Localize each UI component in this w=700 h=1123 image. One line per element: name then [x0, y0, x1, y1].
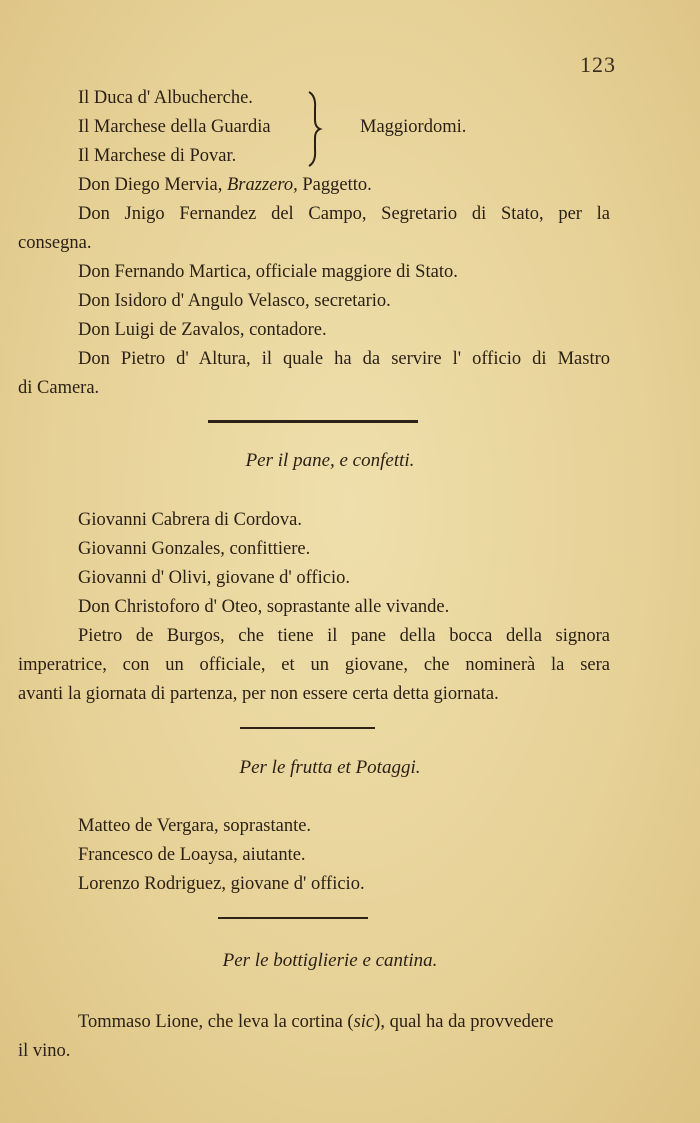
section-divider — [218, 917, 368, 919]
entry-italic-role: Brazzero, — [227, 175, 298, 195]
entry-pietro-burgos-cont: avanti la giornata di partenza, per non essere certa detta giornata. — [18, 684, 499, 704]
page-number: 123 — [580, 52, 616, 77]
maggiordomo-1: Il Duca d' Albucherche. — [78, 88, 253, 108]
entry-francesco-loaysa: Francesco de Loaysa, aiutante. — [78, 845, 306, 865]
entry-fernando-martica: Don Fernando Martica, officiale maggiore di Stato. — [78, 262, 458, 282]
entry-pietro-burgos-cont: imperatrice, con un officiale, et un giovane, che nominerà la sera — [18, 655, 610, 675]
entry-tommaso-lione-cont: il vino. — [18, 1041, 71, 1061]
entry-giovanni-cabrera: Giovanni Cabrera di Cordova. — [78, 510, 302, 530]
maggiordomo-3: Il Marchese di Povar. — [78, 146, 237, 166]
entry-christoforo-oteo: Don Christoforo d' Oteo, soprastante alle vivande. — [78, 597, 450, 617]
entry-giovanni-gonzales: Giovanni Gonzales, confittiere. — [78, 539, 311, 559]
section-heading-pane: Per il pane, e confetti. — [245, 450, 415, 471]
sic-note: sic — [353, 1012, 375, 1032]
maggiordomi-label: Maggiordomi. — [360, 117, 467, 137]
entry-pietro-burgos: Pietro de Burgos, che tiene il pane della bocca della signora — [78, 626, 610, 646]
section-divider — [208, 420, 418, 423]
section-heading-bottiglierie: Per le bottiglierie e cantina. — [222, 950, 438, 971]
entry-text: ), qual ha da provvedere — [374, 1012, 554, 1032]
entry-jnigo-fernandez: Don Jnigo Fernandez del Campo, Segretario di Stato, per la — [78, 204, 610, 224]
entry-text: Paggetto. — [297, 175, 372, 195]
curly-brace-icon — [305, 90, 325, 168]
entry-giovanni-olivi: Giovanni d' Olivi, giovane d' officio. — [78, 568, 350, 588]
entry-text: Don Diego Mervia, — [78, 175, 227, 195]
entry-jnigo-fernandez-cont: consegna. — [18, 233, 92, 253]
entry-lorenzo-rodriguez: Lorenzo Rodriguez, giovane d' officio. — [78, 874, 365, 894]
entry-pietro-altura: Don Pietro d' Altura, il quale ha da servire l' officio di Mastro — [78, 349, 610, 369]
section-divider — [240, 727, 375, 729]
section-heading-frutta: Per le frutta et Potaggi. — [239, 757, 421, 778]
entry-luigi-zavalos: Don Luigi de Zavalos, contadore. — [78, 320, 327, 340]
entry-diego-mervia — [78, 173, 372, 197]
entry-matteo-vergara: Matteo de Vergara, soprastante. — [78, 816, 312, 836]
entry-pietro-altura-cont: di Camera. — [18, 378, 100, 398]
entry-isidoro-angulo: Don Isidoro d' Angulo Velasco, secretario. — [78, 291, 391, 311]
entry-tommaso-lione — [78, 1010, 610, 1034]
maggiordomo-2: Il Marchese della Guardia — [78, 117, 271, 137]
entry-text: Tommaso Lione, che leva la cortina ( — [78, 1012, 354, 1032]
